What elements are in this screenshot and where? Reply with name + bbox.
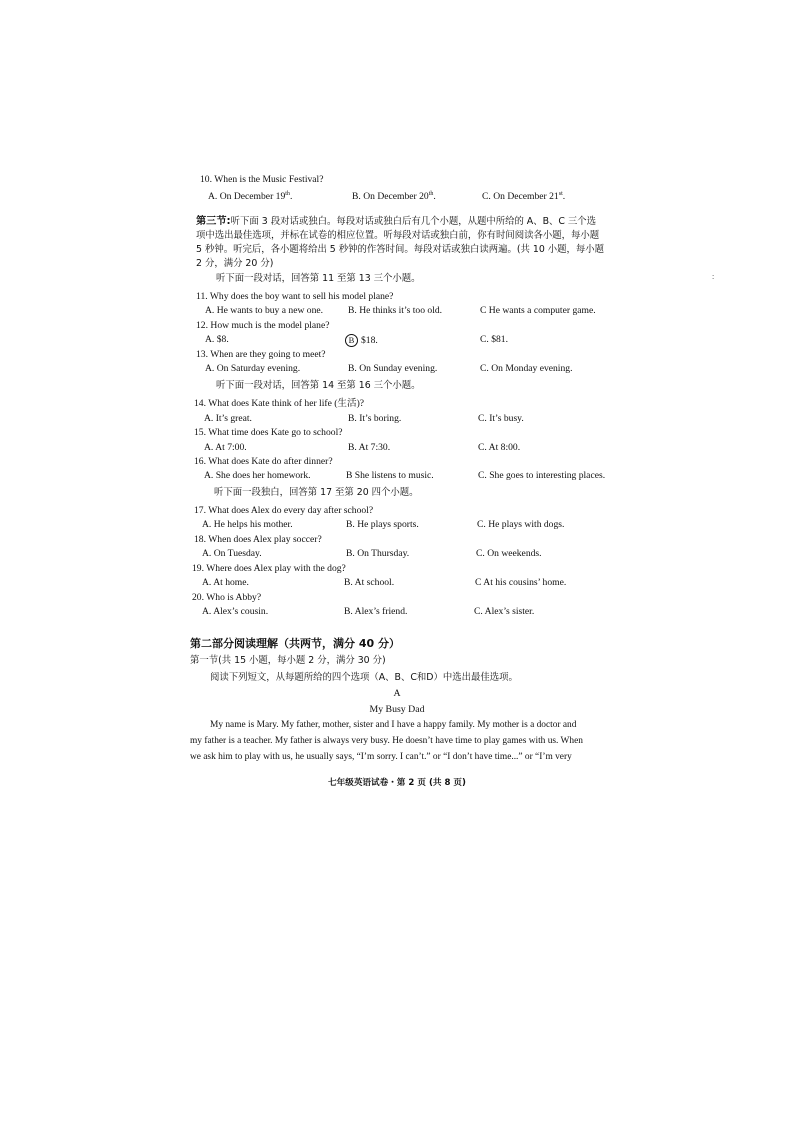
q19-option-a: A. At home. [202, 577, 249, 588]
q19-stem: 19. Where does Alex play with the dog? [192, 563, 346, 574]
page-footer: 七年级英语试卷・第 2 页 (共 8 页) [328, 778, 466, 788]
q16-option-a: A. She does her homework. [204, 470, 311, 481]
q17-option-b: B. He plays sports. [346, 519, 419, 530]
q13-stem: 13. When are they going to meet? [196, 349, 326, 360]
part2-section1: 第一节(共 15 小题，每小题 2 分，满分 30 分) [190, 655, 386, 666]
q17-option-a: A. He helps his mother. [202, 519, 293, 530]
q12-option-c: C. $81. [480, 334, 508, 345]
q13-option-c: C. On Monday evening. [480, 363, 573, 374]
q16-option-b: B She listens to music. [346, 470, 434, 481]
section3-line3: 5 秒钟。听完后，各小题将给出 5 秒钟的作答时间。每段对话或独白读两遍。(共 10 小题，每小题 [196, 244, 605, 255]
q14-option-c: C. It’s busy. [478, 413, 524, 424]
section3-line4: 2 分，满分 20 分) [196, 258, 274, 269]
q13-option-a: A. On Saturday evening. [205, 363, 301, 374]
q13-option-b: B. On Sunday evening. [348, 363, 438, 374]
q10-option-c: C. On December 21st. [482, 191, 566, 203]
q19-option-b: B. At school. [344, 577, 395, 588]
section3-heading: 第三节: [196, 216, 231, 227]
q20-option-a: A. Alex’s cousin. [202, 606, 269, 617]
scan-speck: : [712, 272, 715, 281]
q19-option-c: C At his cousins’ home. [475, 577, 567, 588]
q20-option-b: B. Alex’s friend. [344, 606, 408, 617]
q10-option-a: A. On December 19th. [208, 191, 293, 203]
q14-stem: 14. What does Kate think of her life (生活)? [194, 398, 365, 409]
dialogue2-intro: 听下面一段对话，回答第 14 至第 16 三个小题。 [216, 380, 421, 391]
q11-option-a: A. He wants to buy a new one. [205, 305, 324, 316]
q18-stem: 18. When does Alex play soccer? [194, 534, 322, 545]
q18-option-c: C. On weekends. [476, 548, 542, 559]
section3-line1: 第三节:听下面 3 段对话或独白。每段对话或独白后有几个小题，从题中所给的 A、B、C 三个选 [196, 216, 597, 227]
passage-line-2: my father is a teacher. My father is always very busy. He doesn’t have time to play games with us. When [190, 736, 583, 746]
q18-option-a: A. On Tuesday. [202, 548, 262, 559]
q11-stem: 11. Why does the boy want to sell his model plane? [196, 291, 394, 302]
q20-option-c: C. Alex’s sister. [474, 606, 535, 617]
q11-option-b: B. He thinks it’s too old. [348, 305, 443, 316]
q15-option-a: A. At 7:00. [204, 442, 247, 453]
q20-stem: 20. Who is Abby? [192, 592, 262, 603]
reading-instruction: 阅读下列短文，从每题所给的四个选项（A、B、C和D）中选出最佳选项。 [210, 672, 518, 683]
passage-line-3: we ask him to play with us, he usually says, “I’m sorry. I can’t.” or “I don’t have time...” or “I’m very [190, 752, 572, 762]
q12-option-b: B $18. [345, 334, 378, 347]
q17-option-c: C. He plays with dogs. [477, 519, 565, 530]
passage-line-1: My name is Mary. My father, mother, sister and I have a happy family. My mother is a doctor and [210, 720, 577, 730]
dialogue1-intro: 听下面一段对话，回答第 11 至第 13 三个小题。 [216, 273, 421, 284]
q14-option-b: B. It’s boring. [348, 413, 402, 424]
q14-option-a: A. It’s great. [204, 413, 252, 424]
passage-title: My Busy Dad [369, 704, 425, 715]
q16-option-c: C. She goes to interesting places. [478, 470, 606, 481]
q15-stem: 15. What time does Kate go to school? [194, 427, 343, 438]
monologue-intro: 听下面一段独白，回答第 17 至第 20 四个小题。 [214, 487, 419, 498]
circled-answer-mark: B [345, 334, 358, 347]
q12-stem: 12. How much is the model plane? [196, 320, 330, 331]
q12-option-a: A. $8. [205, 334, 229, 345]
q15-option-c: C. At 8:00. [478, 442, 521, 453]
q16-stem: 16. What does Kate do after dinner? [194, 456, 333, 467]
passage-letter: A [393, 688, 401, 699]
q17-stem: 17. What does Alex do every day after school? [194, 505, 374, 516]
q18-option-b: B. On Thursday. [346, 548, 410, 559]
part2-heading: 第二部分阅读理解（共两节，满分 40 分） [190, 637, 400, 650]
q15-option-b: B. At 7:30. [348, 442, 391, 453]
section3-line2: 项中选出最佳选项，并标在试卷的相应位置。听每段对话或独白前，你有时间阅读各小题，每小题 [196, 230, 600, 241]
q10-option-b: B. On December 20th. [352, 191, 436, 203]
q11-option-c: C He wants a computer game. [480, 305, 596, 316]
q10-stem: 10. When is the Music Festival? [200, 174, 324, 185]
